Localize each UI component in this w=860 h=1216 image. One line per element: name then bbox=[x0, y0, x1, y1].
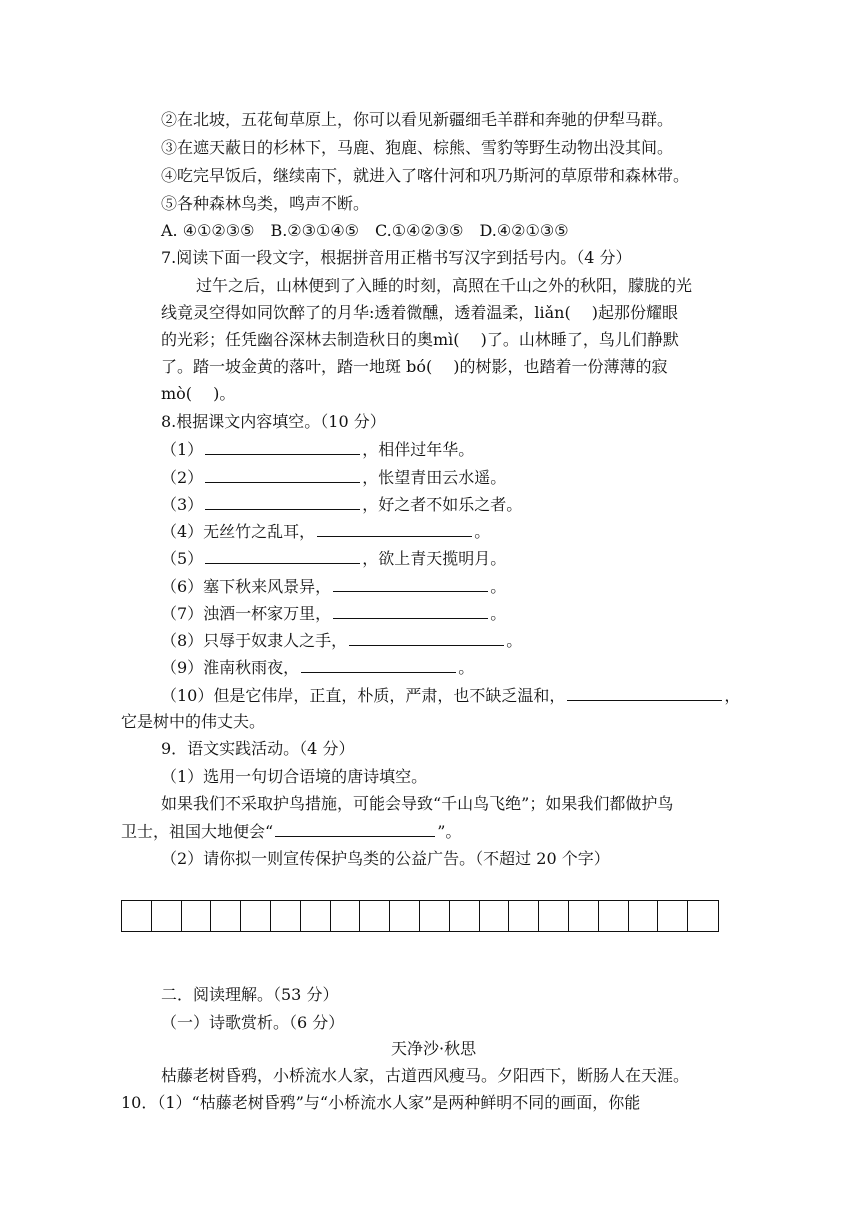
passage-line-5: mò( )。 bbox=[161, 384, 236, 403]
passage-line-3: 的光彩；任凭幽谷深林去制造秋日的奥mì( )了。山林睡了，鸟儿们静默 bbox=[161, 330, 679, 349]
fill-item-10 bbox=[161, 684, 740, 707]
question-8: 8.根据课文内容填空。（10 分） bbox=[161, 412, 386, 431]
answer-blank[interactable] bbox=[205, 547, 360, 564]
grid-cell[interactable] bbox=[122, 901, 152, 931]
grid-cell[interactable] bbox=[301, 901, 331, 931]
fill-item-3 bbox=[161, 493, 522, 516]
grid-cell[interactable] bbox=[152, 901, 182, 931]
answer-blank[interactable] bbox=[275, 820, 435, 837]
grid-cell[interactable] bbox=[509, 901, 539, 931]
answer-blank[interactable] bbox=[333, 575, 488, 592]
fill-prefix: （3） bbox=[161, 495, 204, 514]
question-9-context-1: 如果我们不采取护鸟措施，可能会导致“千山鸟飞绝”；如果我们都做护鸟 bbox=[161, 794, 674, 813]
question-9-part-1: （1）选用一句切合语境的唐诗填空。 bbox=[161, 767, 428, 786]
fill-suffix: 。 bbox=[490, 577, 507, 596]
fill-suffix: 。 bbox=[474, 522, 491, 541]
fill-prefix: （2） bbox=[161, 468, 204, 487]
fill-prefix: （5） bbox=[161, 549, 204, 568]
option-line-5: ⑤各种森林鸟类，鸣声不断。 bbox=[161, 194, 370, 213]
question-7: 7.阅读下面一段文字，根据拼音用正楷书写汉字到括号内。（4 分） bbox=[161, 248, 632, 267]
passage-line-4: 了。踏一坡金黄的落叶，踏一地斑 bó( )的树影，也踏着一份薄薄的寂 bbox=[161, 357, 668, 376]
fill-prefix: （9）淮南秋雨夜， bbox=[161, 658, 300, 677]
fill-suffix: ，怅望青田云水遥。 bbox=[362, 468, 507, 487]
fill-prefix: （8）只辱于奴隶人之手， bbox=[161, 631, 348, 650]
poem-text: 枯藤老树昏鸦，小桥流水人家，古道西风瘦马。夕阳西下，断肠人在天涯。 bbox=[161, 1066, 690, 1085]
fill-prefix: （1） bbox=[161, 440, 204, 459]
fill-item-4 bbox=[161, 520, 490, 543]
fill-item-9 bbox=[161, 656, 474, 679]
grid-cell[interactable] bbox=[271, 901, 301, 931]
fill-item-6 bbox=[161, 575, 506, 598]
grid-cell[interactable] bbox=[420, 901, 450, 931]
grid-cell[interactable] bbox=[599, 901, 629, 931]
answer-blank[interactable] bbox=[317, 520, 472, 537]
option-line-3: ③在遮天蔽日的杉林下，马鹿、狍鹿、棕熊、雪豹等野生动物出没其间。 bbox=[161, 138, 674, 157]
fill-item-10-continued: 它是树中的伟丈夫。 bbox=[121, 712, 266, 731]
fill-item-5 bbox=[161, 547, 506, 570]
answer-blank[interactable] bbox=[205, 493, 360, 510]
grid-cell[interactable] bbox=[658, 901, 688, 931]
answer-grid[interactable] bbox=[121, 900, 719, 932]
fill-suffix: ， bbox=[724, 686, 741, 705]
answer-blank[interactable] bbox=[205, 438, 360, 455]
fill-suffix: ，好之者不如乐之者。 bbox=[362, 495, 523, 514]
fill-prefix: （4）无丝竹之乱耳， bbox=[161, 522, 316, 541]
answer-blank[interactable] bbox=[567, 684, 722, 701]
fill-item-7 bbox=[161, 602, 506, 625]
fill-suffix: ，欲上青天揽明月。 bbox=[362, 549, 507, 568]
answer-blank[interactable] bbox=[349, 629, 504, 646]
fill-item-8 bbox=[161, 629, 522, 652]
section-2-heading: 二．阅读理解。（53 分） bbox=[161, 985, 339, 1004]
fill-suffix: ，相伴过年华。 bbox=[362, 440, 475, 459]
grid-cell[interactable] bbox=[629, 901, 659, 931]
fill-item-2 bbox=[161, 466, 506, 489]
grid-cell[interactable] bbox=[450, 901, 480, 931]
fill-item-1 bbox=[161, 438, 474, 461]
fill-prefix: （7）浊酒一杯家万里， bbox=[161, 604, 332, 623]
context-prefix: 卫士，祖国大地便会“ bbox=[121, 822, 274, 841]
grid-cell[interactable] bbox=[688, 901, 718, 931]
passage-line-2: 线竟灵空得如同饮醉了的月华:透着微醺，透着温柔，liǎn( )起那份耀眼 bbox=[161, 303, 679, 322]
grid-cell[interactable] bbox=[569, 901, 599, 931]
answer-choices: A. ④①②③⑤ B.②③①④⑤ C.①④②③⑤ D.④②①③⑤ bbox=[161, 221, 569, 240]
fill-prefix: （6）塞下秋来风景异， bbox=[161, 577, 332, 596]
answer-blank[interactable] bbox=[333, 602, 488, 619]
question-9: 9．语文实践活动。（4 分） bbox=[161, 739, 355, 758]
passage-line-1: 过午之后，山林便到了入睡的时刻，高照在千山之外的秋阳，朦胧的光 bbox=[196, 276, 693, 295]
poem-title: 天净沙·秋思 bbox=[391, 1039, 477, 1058]
question-9-part-2: （2）请你拟一则宣传保护鸟类的公益广告。（不超过 20 个字） bbox=[161, 849, 610, 868]
option-line-4: ④吃完早饭后，继续南下，就进入了喀什河和巩乃斯河的草原带和森林带。 bbox=[161, 166, 690, 185]
grid-cell[interactable] bbox=[480, 901, 510, 931]
subsection-1-heading: （一）诗歌赏析。（6 分） bbox=[161, 1013, 345, 1032]
grid-cell[interactable] bbox=[211, 901, 241, 931]
answer-blank[interactable] bbox=[301, 656, 456, 673]
grid-cell[interactable] bbox=[360, 901, 390, 931]
option-line-2: ②在北坡，五花甸草原上，你可以看见新疆细毛羊群和奔驰的伊犁马群。 bbox=[161, 110, 674, 129]
fill-suffix: 。 bbox=[458, 658, 475, 677]
answer-blank[interactable] bbox=[205, 466, 360, 483]
grid-cell[interactable] bbox=[390, 901, 420, 931]
grid-cell[interactable] bbox=[241, 901, 271, 931]
grid-cell[interactable] bbox=[182, 901, 212, 931]
grid-cell[interactable] bbox=[539, 901, 569, 931]
fill-suffix: 。 bbox=[506, 631, 523, 650]
question-10: 10．（1）“枯藤老树昏鸦”与“小桥流水人家”是两种鲜明不同的画面，你能 bbox=[121, 1093, 641, 1112]
grid-cell[interactable] bbox=[331, 901, 361, 931]
question-9-context-2 bbox=[121, 820, 461, 843]
context-suffix: ”。 bbox=[437, 822, 462, 841]
fill-suffix: 。 bbox=[490, 604, 507, 623]
fill-prefix: （10）但是它伟岸，正直，朴质，严肃，也不缺乏温和， bbox=[161, 686, 566, 705]
